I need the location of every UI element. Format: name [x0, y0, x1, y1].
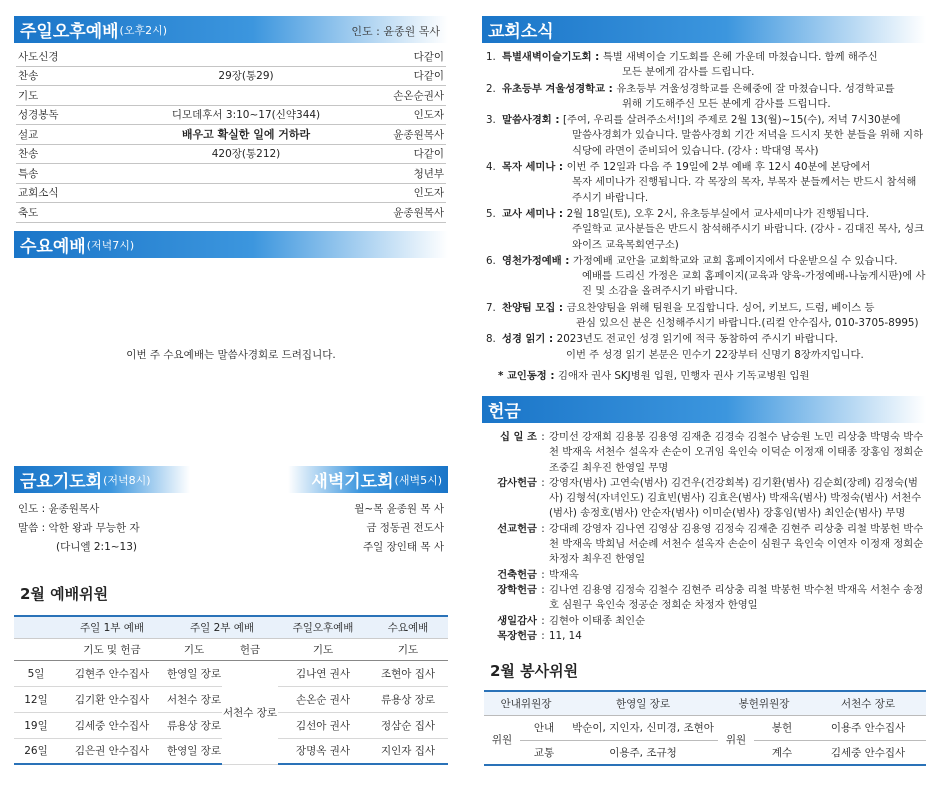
sunday-pm-leader: 인도 : 윤종원 목사: [351, 25, 440, 38]
serve-cell: 안내위원장: [484, 691, 568, 715]
order-row: [16, 106, 446, 126]
list-item: 감사헌금 : 강영자(범사) 고연숙(범사) 김건우(건강회복) 김기환(범사) 김순희(장례) 김정숙(범사) 김형석(자녀인도) 김효빈(범사) 김효은(범사) 박재옥(범사) 박정숙(범사) 서천수(범사) 송정호(범사) 안순자(범사) 이미순(범사) 장홍임(범사) 최인순(범사) 무명: [497, 476, 922, 520]
duty-subcol: 기도: [368, 638, 448, 660]
serve-cell: 한영일 장로: [568, 691, 718, 715]
duty-date: 19일: [14, 712, 58, 738]
duty-subcol: 기도: [278, 638, 368, 660]
order-row: [16, 125, 446, 145]
duty-cell: 정삼순 집사: [368, 712, 448, 738]
dawn-line: 월~목 윤종원 목 사: [354, 503, 444, 515]
order-person: 다같이: [413, 148, 444, 161]
wednesday-header: [14, 231, 448, 258]
duty-table: [14, 615, 448, 765]
duty-date: 5일: [14, 660, 58, 686]
duty-cell: 장명옥 권사: [278, 738, 368, 764]
order-content: 29장(통29): [218, 70, 274, 83]
duty-cell: 김나연 권사: [278, 660, 368, 686]
dawn-line: 금 정동권 전도사: [366, 522, 444, 534]
wednesday-note: 이번 주 수요예배는 말씀사경회로 드려집니다.: [126, 349, 336, 361]
order-row: [16, 203, 446, 223]
order-person: 인도자: [413, 109, 444, 122]
sunday-pm-header: [14, 16, 448, 43]
serve-cell: 봉헌: [754, 715, 810, 740]
order-row: [16, 67, 446, 87]
duty-cell: 한영일 장로: [166, 660, 222, 686]
serve-group: 위원: [484, 715, 520, 765]
offering-list: [487, 430, 927, 644]
serve-cell: 계수: [754, 740, 810, 765]
duty-cell: 류용상 장로: [166, 712, 222, 738]
table-row: [484, 691, 926, 715]
duty-col: 수요예배: [368, 616, 448, 638]
dawn-info: [354, 500, 444, 557]
order-item: 특송: [18, 167, 39, 180]
duty-cell: 김세중 안수집사: [58, 712, 166, 738]
friday-info: [18, 500, 140, 557]
dawn-subtitle: (새벽5시): [394, 473, 442, 487]
duty-cell: 한영일 장로: [166, 738, 222, 764]
serve-cell: 김세중 안수집사: [810, 740, 926, 765]
offering-header: [482, 396, 926, 423]
dawn-line: 주일 장인태 목 사: [362, 541, 444, 553]
order-item: 찬송: [18, 70, 39, 83]
serve-cell: 안내: [520, 715, 568, 740]
dawn-title: 새벽기도회: [311, 472, 394, 492]
list-item: 6. 영천가정예배 : 가정예배 교안을 교회학교와 교회 홈페이지에서 다운받으실 수 있습니다. 예배를 드리신 가정은 교회 홈페이지(교육과 양육-가정예배-나눔게시판)에 사진 및 소감을 올려주시기 바랍니다.: [486, 254, 926, 298]
serve-cell: 교통: [520, 740, 568, 765]
serve-cell: 이용주 안수집사: [810, 715, 926, 740]
order-item: 기도: [18, 89, 39, 102]
list-item: 5. 교사 세미나 : 2월 18일(토), 오후 2시, 유초등부실에서 교사세미나가 진행됩니다. 주일학교 교사분들은 반드시 참석해주시기 바랍니다. (강사 - 김대진 목사, 싱크와이즈 교육목회연구소): [486, 207, 925, 251]
news-title: 교회소식: [488, 22, 554, 42]
duty-col: 주일오후예배: [278, 616, 368, 638]
duty-cell: 김은권 안수집사: [58, 738, 166, 764]
friday-leader: 인도 : 윤종원목사: [18, 503, 100, 515]
order-row: [16, 145, 446, 165]
duty-subcol: 헌금: [222, 638, 278, 660]
duty-title: 2월 예배위원: [20, 585, 109, 603]
table-row: [484, 740, 926, 765]
order-row: [16, 184, 446, 204]
serve-cell: 박순이, 지인자, 신미경, 조현아: [568, 715, 718, 740]
duty-subcol: 기도: [166, 638, 222, 660]
order-item: 찬송: [18, 148, 39, 161]
wednesday-subtitle: (저녁7시): [86, 238, 135, 252]
duty-cell: 손온순 권사: [278, 686, 368, 712]
duty-cell: 서천수 장로: [166, 686, 222, 712]
friday-title: 금요기도회: [20, 472, 103, 492]
friday-sermon: 말씀 : 악한 왕과 무능한 자: [18, 522, 140, 534]
sunday-pm-subtitle: (오후2시): [119, 23, 168, 37]
duty-subheader-row: [14, 638, 448, 660]
list-item: 선교헌금 : 강대례 강영자 김나연 김영삼 김용영 김정숙 김재춘 김현주 리상충 리철 박봉헌 박수천 박재옥 박희님 서순례 서천수 설옥자 손순이 심원구 육인숙 이연자 이정재 정희순 차정자 최우진 한영일: [497, 522, 924, 566]
list-item: 목장헌금 : 11, 14: [497, 629, 582, 642]
duty-col: 주일 2부 예배: [166, 616, 278, 638]
duty-cell: 조현아 집사: [368, 660, 448, 686]
news-list: [486, 50, 926, 384]
order-item: 성경봉독: [18, 109, 59, 122]
sunday-pm-order: [16, 47, 446, 223]
order-person: 윤종원목사: [393, 128, 444, 141]
table-row: [484, 715, 926, 740]
duty-cell: 류용상 장로: [368, 686, 448, 712]
table-row: [14, 660, 448, 686]
member-news: * 교인동정 : 김애자 권사 SKJ병원 입원, 민행자 권사 기독교병원 입원: [498, 369, 810, 382]
duty-date: 26일: [14, 738, 58, 764]
friday-header: [14, 466, 190, 493]
serve-title: 2월 봉사위원: [490, 662, 579, 680]
order-person: 윤종원목사: [393, 206, 444, 219]
list-item: 장학헌금 : 김나연 김용영 김정숙 김철수 김현주 리상충 리철 박봉헌 박수천 박재옥 서천수 송정호 심원구 육인숙 정공순 정희순 차정자 한영일: [497, 583, 924, 612]
order-item: 설교: [18, 128, 39, 141]
serve-table: [484, 690, 926, 766]
list-item: 7. 찬양팀 모집 : 금요찬양팀을 위해 팀원을 모집합니다. 싱어, 키보드, 드럼, 베이스 등 관심 있으신 분은 신청해주시기 바랍니다.(리컬 안수집사, 010-3705-8995): [486, 301, 919, 330]
order-row: [16, 47, 446, 67]
list-item: 1. 특별새벽이슬기도회 : 특별 새벽이슬 기도회를 은혜 가운데 마쳤습니다. 함께 해주신 모든 분에게 감사를 드립니다.: [486, 51, 878, 79]
duty-cell: 김선아 권사: [278, 712, 368, 738]
news-header: [482, 16, 926, 43]
duty-col: 주일 1부 예배: [58, 616, 166, 638]
offering-title: 헌금: [488, 402, 521, 422]
serve-cell: 이용주, 조규청: [568, 740, 718, 765]
duty-subcol: 기도 및 헌금: [58, 638, 166, 660]
dawn-header: [288, 466, 448, 493]
order-person: 인도자: [413, 187, 444, 200]
duty-cell: 지인자 집사: [368, 738, 448, 764]
duty-date: 12일: [14, 686, 58, 712]
list-item: 2. 유초등부 겨울성경학교 : 유초등부 겨울성경학교를 은혜중에 잘 마쳤습니다. 성경학교를 위해 기도해주신 모든 분에게 감사를 드립니다.: [486, 82, 895, 110]
friday-subtitle: (저녁8시): [103, 473, 151, 487]
order-person: 청년부: [413, 167, 444, 180]
order-content: 디모데후서 3:10~17(신약344): [171, 109, 321, 122]
wednesday-title: 수요예배: [20, 237, 86, 257]
order-person: 다같이: [413, 70, 444, 83]
serve-group: 위원: [718, 715, 754, 765]
sunday-pm-title: 주일오후예배: [20, 22, 119, 42]
duty-header-row: [14, 616, 448, 638]
duty-offering-merged: 서천수 장로: [222, 660, 278, 764]
serve-cell: 서천수 장로: [810, 691, 926, 715]
order-content: 420장(통212): [211, 148, 281, 161]
order-person: 다같이: [413, 50, 444, 63]
list-item: 3. 말씀사경회 : [주여, 우리를 살려주소서!]의 주제로 2월 13(월)~15(수), 저녁 7시30분에 말씀사경회가 있습니다. 말씀사경회 기간 저녁을 드시지 못한 분들을 위해 지하 식당에 라면이 준비되어 있습니다. (강사 : 박대영 목사): [486, 114, 924, 157]
order-item: 교회소식: [18, 187, 59, 200]
order-row: [16, 86, 446, 106]
friday-scripture: (다니엘 2:1~13): [56, 541, 138, 553]
order-person: 손온순권사: [393, 89, 444, 102]
order-item: 사도신경: [18, 50, 59, 63]
duty-cell: 김기환 안수집사: [58, 686, 166, 712]
order-row: [16, 164, 446, 184]
list-item: 십 일 조 : 강미선 강재희 김용봉 김용영 김재춘 김경숙 김철수 남승원 노민 리상충 박명숙 박수천 박재옥 서천수 설옥자 손순이 오귀임 육인숙 이덕순 이정재 이태종 장홍임 정희순 조중길 최우진 한영일 무명: [499, 431, 924, 474]
list-item: 8. 성경 읽기 : 2023년도 전교인 성경 읽기에 적극 동참하여 주시기 바랍니다. 이번 주 성경 읽기 본문은 민수기 22장부터 신명기 8장까지입니다.: [486, 333, 864, 361]
serve-cell: 봉헌위원장: [718, 691, 810, 715]
order-item: 축도: [18, 206, 39, 219]
sermon-title: 배우고 확실한 일에 거하라: [181, 128, 311, 142]
list-item: 생일감사 : 김현아 이태종 최인순: [497, 614, 646, 627]
list-item: 건축헌금 : 박재옥: [497, 568, 579, 581]
list-item: 4. 목자 세미나 : 이번 주 12일과 다음 주 19일에 2부 예배 후 12시 40분에 본당에서 목자 세미나가 진행됩니다. 각 목장의 목자, 부목자 분들께서는 반드시 참석해주시기 바랍니다.: [486, 161, 917, 204]
duty-cell: 김현주 안수집사: [58, 660, 166, 686]
